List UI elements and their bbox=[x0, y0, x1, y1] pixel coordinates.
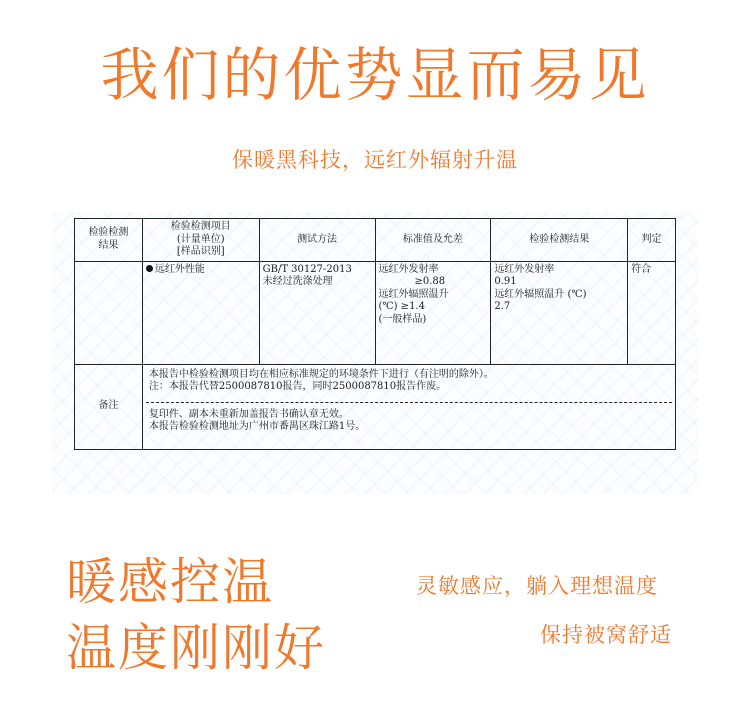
header-standard: 标准值及允差 bbox=[375, 219, 491, 262]
table-header-row bbox=[75, 219, 676, 262]
note-line: 本报告中检验检测项目均在相应标准规定的环境条件下进行（有注明的除外）。 bbox=[148, 368, 494, 380]
header-result: 检验检测结果 bbox=[491, 219, 628, 262]
notes-label: 备注 bbox=[75, 364, 143, 449]
header-conclusion: 检验检测 结果 bbox=[75, 219, 143, 262]
cell-judgement: 符合 bbox=[628, 261, 676, 364]
table-row bbox=[75, 261, 676, 364]
notes-row bbox=[75, 364, 676, 449]
feature-text-1: 灵敏感应，躺入理想温度 bbox=[416, 574, 658, 598]
slogan-line-2: 温度刚刚好 bbox=[66, 619, 326, 677]
cell-result: 远红外发射率 0.91 远红外辐照温升 (℃) 2.7 bbox=[491, 261, 628, 364]
bullet-icon bbox=[146, 265, 153, 272]
note-line: 复印件、副本未重新加盖报告书确认章无效。 bbox=[148, 408, 349, 420]
notes-content bbox=[142, 364, 675, 449]
cell-standard: 远红外发射率 ≥0.88 远红外辐照温升 (℃) ≥1.4 (一般样品) bbox=[375, 261, 491, 364]
note-line: 本报告检验检测地址为广州市番禺区珠江路1号。 bbox=[148, 421, 366, 432]
cell-method: GB/T 30127-2013 未经过洗涤处理 bbox=[259, 261, 375, 364]
header-judgement: 判定 bbox=[628, 219, 676, 262]
header-item: 检验检测项目 (计量单位) [样品识别] bbox=[142, 219, 259, 262]
cell-conclusion bbox=[75, 261, 143, 364]
slogan-line-1: 暖感控温 bbox=[66, 553, 274, 611]
headline: 我们的优势显而易见 bbox=[100, 41, 650, 109]
test-report-table bbox=[74, 218, 676, 450]
feature-text-2: 保持被窝舒适 bbox=[540, 623, 672, 647]
note-line: 注：本报告代替2500087810报告，同时2500087810报告作废。 bbox=[148, 381, 447, 392]
header-method: 测试方法 bbox=[259, 219, 375, 262]
cell-item: 远红外性能 bbox=[142, 261, 259, 364]
dashed-divider bbox=[146, 402, 672, 403]
subline: 保暖黑科技，远红外辐射升温 bbox=[232, 148, 518, 172]
